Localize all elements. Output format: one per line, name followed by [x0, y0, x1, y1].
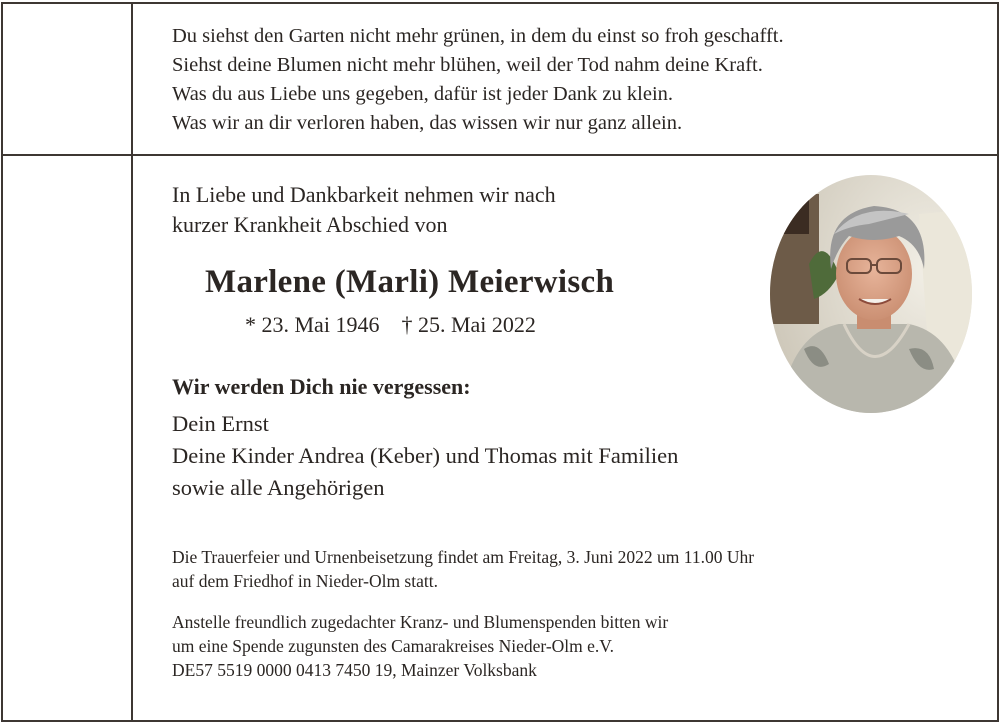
donation-details	[172, 610, 668, 682]
donation-line: Anstelle freundlich zugedachter Kranz- und Blumenspenden bitten wir	[172, 612, 669, 632]
donation-line: DE57 5519 0000 0413 7450 19, Mainzer Volksbank	[172, 660, 537, 680]
section-divider	[3, 154, 997, 156]
death-date: † 25. Mai 2022	[401, 312, 536, 337]
service-details	[172, 545, 754, 593]
poem	[172, 22, 784, 138]
poem-line: Du siehst den Garten nicht mehr grünen, in dem du einst so froh geschafft.	[172, 25, 784, 47]
intro-line: kurzer Krankheit Abschied von	[172, 212, 448, 237]
deceased-name: Marlene (Marli) Meierwisch	[205, 264, 615, 300]
life-dates	[245, 312, 558, 338]
intro-line: In Liebe und Dankbarkeit nehmen wir nach	[172, 182, 556, 207]
donation-line: um eine Spende zugunsten des Camarakreises Nieder-Olm e.V.	[172, 636, 615, 656]
poem-line: Siehst deine Blumen nicht mehr blühen, weil der Tod nahm deine Kraft.	[172, 54, 763, 76]
poem-line: Was du aus Liebe uns gegeben, dafür ist jeder Dank zu klein.	[172, 83, 674, 105]
birth-date: * 23. Mai 1946	[245, 312, 380, 337]
intro-text	[172, 180, 556, 240]
service-line: Die Trauerfeier und Urnenbeisetzung findet am Freitag, 3. Juni 2022 um 11.00 Uhr	[172, 547, 755, 567]
service-line: auf dem Friedhof in Nieder-Olm statt.	[172, 571, 438, 591]
mourner-line: Deine Kinder Andrea (Keber) und Thomas mit Familien	[172, 443, 679, 468]
poem-line: Was wir an dir verloren haben, das wissen wir nur ganz allein.	[172, 112, 683, 134]
mourners-list	[172, 408, 678, 504]
portrait-photo	[769, 174, 973, 414]
mourners-heading: Wir werden Dich nie vergessen:	[172, 374, 471, 399]
mourner-line: sowie alle Angehörigen	[172, 475, 385, 500]
left-margin-rule	[131, 4, 133, 720]
mourner-line: Dein Ernst	[172, 411, 269, 436]
